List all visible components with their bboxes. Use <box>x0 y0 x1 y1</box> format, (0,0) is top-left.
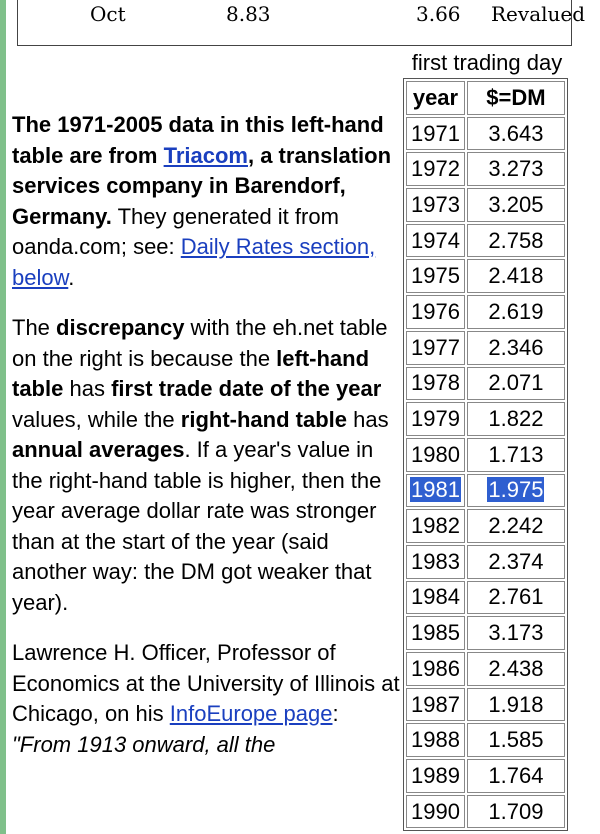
rate-value: 1.764 <box>488 762 544 788</box>
year-value: 1982 <box>411 513 460 539</box>
rate-value: 2.438 <box>488 655 544 681</box>
rate-value: 3.205 <box>488 191 544 217</box>
year-cell <box>406 795 465 829</box>
year-value: 1971 <box>411 120 460 146</box>
rate-cell <box>467 188 565 222</box>
month-cell: Oct <box>90 2 126 26</box>
table-row <box>406 795 565 829</box>
table-row <box>406 331 565 365</box>
source-generation: They generated it from oanda.com; see: <box>12 203 339 259</box>
rate-cell <box>467 688 565 722</box>
rate-value: 3.643 <box>488 120 544 146</box>
rate-value: 2.619 <box>488 298 544 324</box>
rate-value: 2.346 <box>488 334 544 360</box>
explanation-text <box>12 110 400 760</box>
table-caption: first trading day <box>411 50 563 75</box>
text: : <box>332 701 339 726</box>
year-value: 1985 <box>411 620 460 646</box>
table-row <box>406 688 565 722</box>
rate-cell: 8.83 <box>226 2 271 26</box>
text: . If a year's value in the right-hand table is higher, then the year average dollar rate was stronger than at the start of the year (said another way: the DM got weaker that year). <box>12 437 382 615</box>
text: has <box>346 406 389 432</box>
value-cell: 3.66 <box>416 2 461 26</box>
triacom-link[interactable]: Triacom <box>163 142 248 168</box>
year-cell <box>406 402 465 436</box>
year-header: year <box>406 81 465 115</box>
bold-text: right-hand table <box>180 406 347 432</box>
year-value: 1972 <box>411 156 460 182</box>
table-row <box>406 152 565 186</box>
year-cell <box>406 295 465 329</box>
rate-value: 1.975 <box>488 477 544 503</box>
year-value: 1988 <box>411 727 460 753</box>
gap <box>12 293 400 313</box>
rate-value: 2.418 <box>488 263 544 289</box>
rate-cell <box>467 509 565 543</box>
year-value: 1975 <box>411 263 460 289</box>
rate-cell <box>467 759 565 793</box>
year-cell <box>406 152 465 186</box>
rate-value: 2.242 <box>488 513 544 539</box>
bold-text: annual averages <box>12 437 185 462</box>
table-row <box>406 581 565 615</box>
table-row <box>406 509 565 543</box>
source-end: . <box>68 264 75 290</box>
text: has <box>63 376 112 401</box>
rate-value: 1.709 <box>488 798 544 824</box>
text: with the eh.net table on the right is because the <box>12 315 388 371</box>
rate-cell <box>467 581 565 615</box>
rate-cell <box>467 795 565 829</box>
table-row <box>406 224 565 258</box>
year-cell <box>406 474 465 508</box>
rate-cell <box>467 295 565 329</box>
rate-cell <box>467 367 565 401</box>
rate-cell <box>467 723 565 757</box>
table-row <box>406 759 565 793</box>
year-cell <box>406 545 465 579</box>
rate-cell <box>467 474 565 508</box>
text: Lawrence H. Officer, Professor of Economics at the University of Illinois at Chicago, on his <box>12 640 400 726</box>
year-cell <box>406 509 465 543</box>
year-value: 1978 <box>411 370 460 396</box>
rate-cell <box>467 402 565 436</box>
rate-cell <box>467 652 565 686</box>
bold-text: left-hand table <box>12 345 370 401</box>
rate-cell <box>467 616 565 650</box>
side-color-bar <box>0 0 6 834</box>
bold-text: discrepancy <box>56 315 185 340</box>
rate-value: 3.173 <box>488 620 544 646</box>
year-value: 1989 <box>411 762 460 788</box>
year-value: 1979 <box>411 406 460 432</box>
year-cell <box>406 367 465 401</box>
source-intro: The 1971-2005 data in this left-hand table are from <box>12 112 384 168</box>
year-value: 1980 <box>411 441 460 467</box>
rate-table-container <box>402 48 574 831</box>
rate-cell <box>467 545 565 579</box>
table-row <box>406 616 565 650</box>
year-value: 1987 <box>411 691 460 717</box>
year-cell <box>406 581 465 615</box>
year-cell <box>406 723 465 757</box>
year-cell <box>406 188 465 222</box>
year-cell <box>406 759 465 793</box>
table-row <box>406 259 565 293</box>
gap <box>12 618 400 638</box>
table-row <box>406 188 565 222</box>
source-paragraph <box>12 110 400 293</box>
year-value: 1986 <box>411 655 460 681</box>
rate-cell <box>467 331 565 365</box>
rate-value: 3.273 <box>488 156 544 182</box>
rate-header: $=DM <box>467 81 565 115</box>
year-value: 1984 <box>411 584 460 610</box>
text: The <box>12 315 57 340</box>
rate-cell <box>467 152 565 186</box>
quote-start <box>12 730 400 761</box>
year-cell <box>406 259 465 293</box>
text: values, while the <box>12 406 181 432</box>
discrepancy-paragraph <box>12 313 400 618</box>
previous-table-bottom <box>17 0 586 46</box>
year-value: 1977 <box>411 334 460 360</box>
officer-paragraph <box>12 638 400 730</box>
quote-text: "From 1913 onward, all the <box>12 731 276 757</box>
rate-value: 1.585 <box>488 727 544 753</box>
year-cell <box>406 616 465 650</box>
source-desc: , a translation services company in Barendorf, Germany. <box>12 142 392 229</box>
year-cell <box>406 652 465 686</box>
table-row <box>406 652 565 686</box>
year-value: 1990 <box>411 798 460 824</box>
rate-cell <box>467 224 565 258</box>
rate-value: 2.758 <box>488 227 544 253</box>
rate-cell <box>467 259 565 293</box>
rate-value: 1.918 <box>488 691 544 717</box>
year-cell <box>406 117 465 151</box>
table-row <box>406 545 565 579</box>
table-row <box>406 402 565 436</box>
year-value: 1983 <box>411 548 460 574</box>
daily-rates-link[interactable]: Daily Rates section, below <box>12 234 376 290</box>
rate-cell <box>467 438 565 472</box>
table-row <box>406 295 565 329</box>
year-value: 1973 <box>411 191 460 217</box>
infoeurope-link[interactable]: InfoEurope page <box>169 701 333 726</box>
rate-value: 2.761 <box>488 584 544 610</box>
year-cell <box>406 688 465 722</box>
table-row <box>406 367 565 401</box>
bold-text: first trade date of the year <box>111 376 382 401</box>
year-cell <box>406 224 465 258</box>
rate-value: 1.713 <box>488 441 544 467</box>
note-cell: Revalued <box>491 2 586 26</box>
rate-value: 1.822 <box>488 406 544 432</box>
year-cell <box>406 438 465 472</box>
year-cell <box>406 331 465 365</box>
table-row <box>406 117 565 151</box>
year-value: 1974 <box>411 227 460 253</box>
dm-rate-table <box>403 78 568 831</box>
rate-value: 2.071 <box>488 370 544 396</box>
table-row <box>406 438 565 472</box>
table-header-row <box>406 81 565 115</box>
rate-cell <box>467 117 565 151</box>
rate-value: 2.374 <box>488 548 544 574</box>
table-row <box>406 474 565 508</box>
year-value: 1976 <box>411 298 460 324</box>
year-value: 1981 <box>411 477 460 503</box>
table-row <box>406 723 565 757</box>
